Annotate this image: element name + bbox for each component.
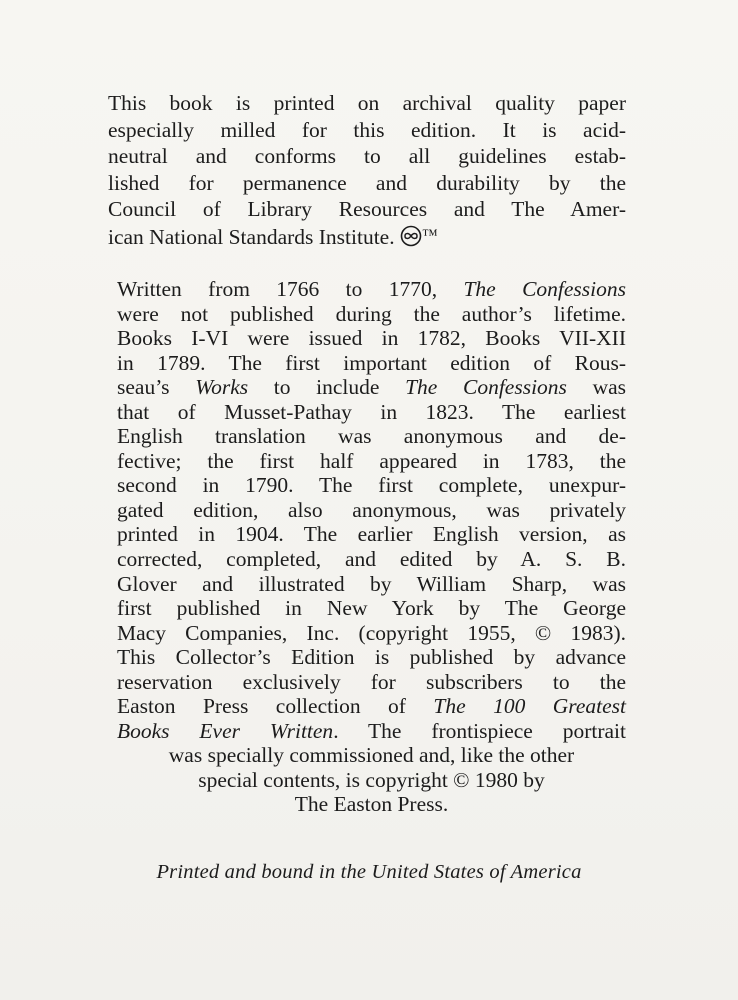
line-text: was [566, 375, 626, 400]
paragraph-line: especially milled for this edition. It is acid- [108, 117, 626, 142]
collection-title: Books Ever Written [117, 718, 334, 743]
paragraph-line: in 1789. The first important edition of Rous- [117, 350, 626, 375]
work-title: Works [195, 375, 249, 400]
paragraph-line [117, 694, 626, 719]
paragraph-line: neutral and conforms to all guidelines estab- [108, 144, 626, 169]
collection-title: The 100 Greatest [433, 694, 627, 719]
paragraph-line: lished for permanence and durability by the [108, 170, 626, 195]
paragraph-line: Macy Companies, Inc. (copyright 1955, © 1983). [117, 620, 626, 645]
book-title: The Confessions [405, 375, 567, 400]
paragraph-line: Council of Library Resources and The Amer- [108, 197, 626, 222]
paragraph-line: first published in New York by The George [117, 596, 626, 621]
paragraph-line: The Easton Press. [294, 792, 449, 817]
paragraph-line: This book is printed on archival quality paper [108, 91, 626, 115]
paragraph-line: that of Musset-Pathay in 1823. The earliest [117, 399, 626, 424]
paragraph-line: corrected, completed, and edited by A. S. B. [117, 547, 626, 572]
paragraph-line: printed in 1904. The earlier English version, as [117, 522, 626, 547]
paper-statement-paragraph [108, 90, 626, 251]
line-text: to include [248, 375, 406, 400]
paragraph-line [117, 375, 626, 400]
paragraph-line [117, 719, 626, 744]
paragraph-line: fective; the first half appeared in 1783, the [117, 448, 626, 473]
trademark-symbol: ™ [421, 226, 438, 244]
paragraph-line: gated edition, also anonymous, was privately [117, 497, 626, 522]
paragraph-line: second in 1790. The first complete, unexpur- [117, 473, 626, 498]
paragraph-line: was specially commissioned and, like the other [168, 743, 575, 768]
line-text: Easton Press collection of [117, 694, 434, 719]
paragraph-line: This Collector’s Edition is published by advance [117, 645, 626, 670]
line-text: Written from 1766 to 1770, [117, 277, 464, 301]
printed-in-footer: Printed and bound in the United States of America [156, 861, 582, 883]
line-text: . The frontispiece portrait [333, 718, 626, 743]
book-title: The Confessions [463, 277, 627, 301]
paragraph-line [117, 277, 626, 302]
paragraph-line: reservation exclusively for subscribers to the [117, 669, 626, 694]
paragraph-line-last [108, 223, 626, 251]
infinity-circle-icon [400, 225, 422, 247]
publication-history-paragraph [117, 277, 626, 817]
paragraph-line: Books I-VI were issued in 1782, Books VII-XII [117, 326, 626, 351]
paragraph-line: special contents, is copyright © 1980 by [198, 767, 545, 792]
paragraph-line: English translation was anonymous and de- [117, 424, 626, 449]
line-text: seau’s [117, 375, 196, 400]
paragraph-line: Glover and illustrated by William Sharp, was [117, 571, 626, 596]
paragraph-line-text: ican National Standards Institute. [108, 224, 395, 249]
paragraph-line: were not published during the author’s lifetime. [117, 301, 626, 326]
